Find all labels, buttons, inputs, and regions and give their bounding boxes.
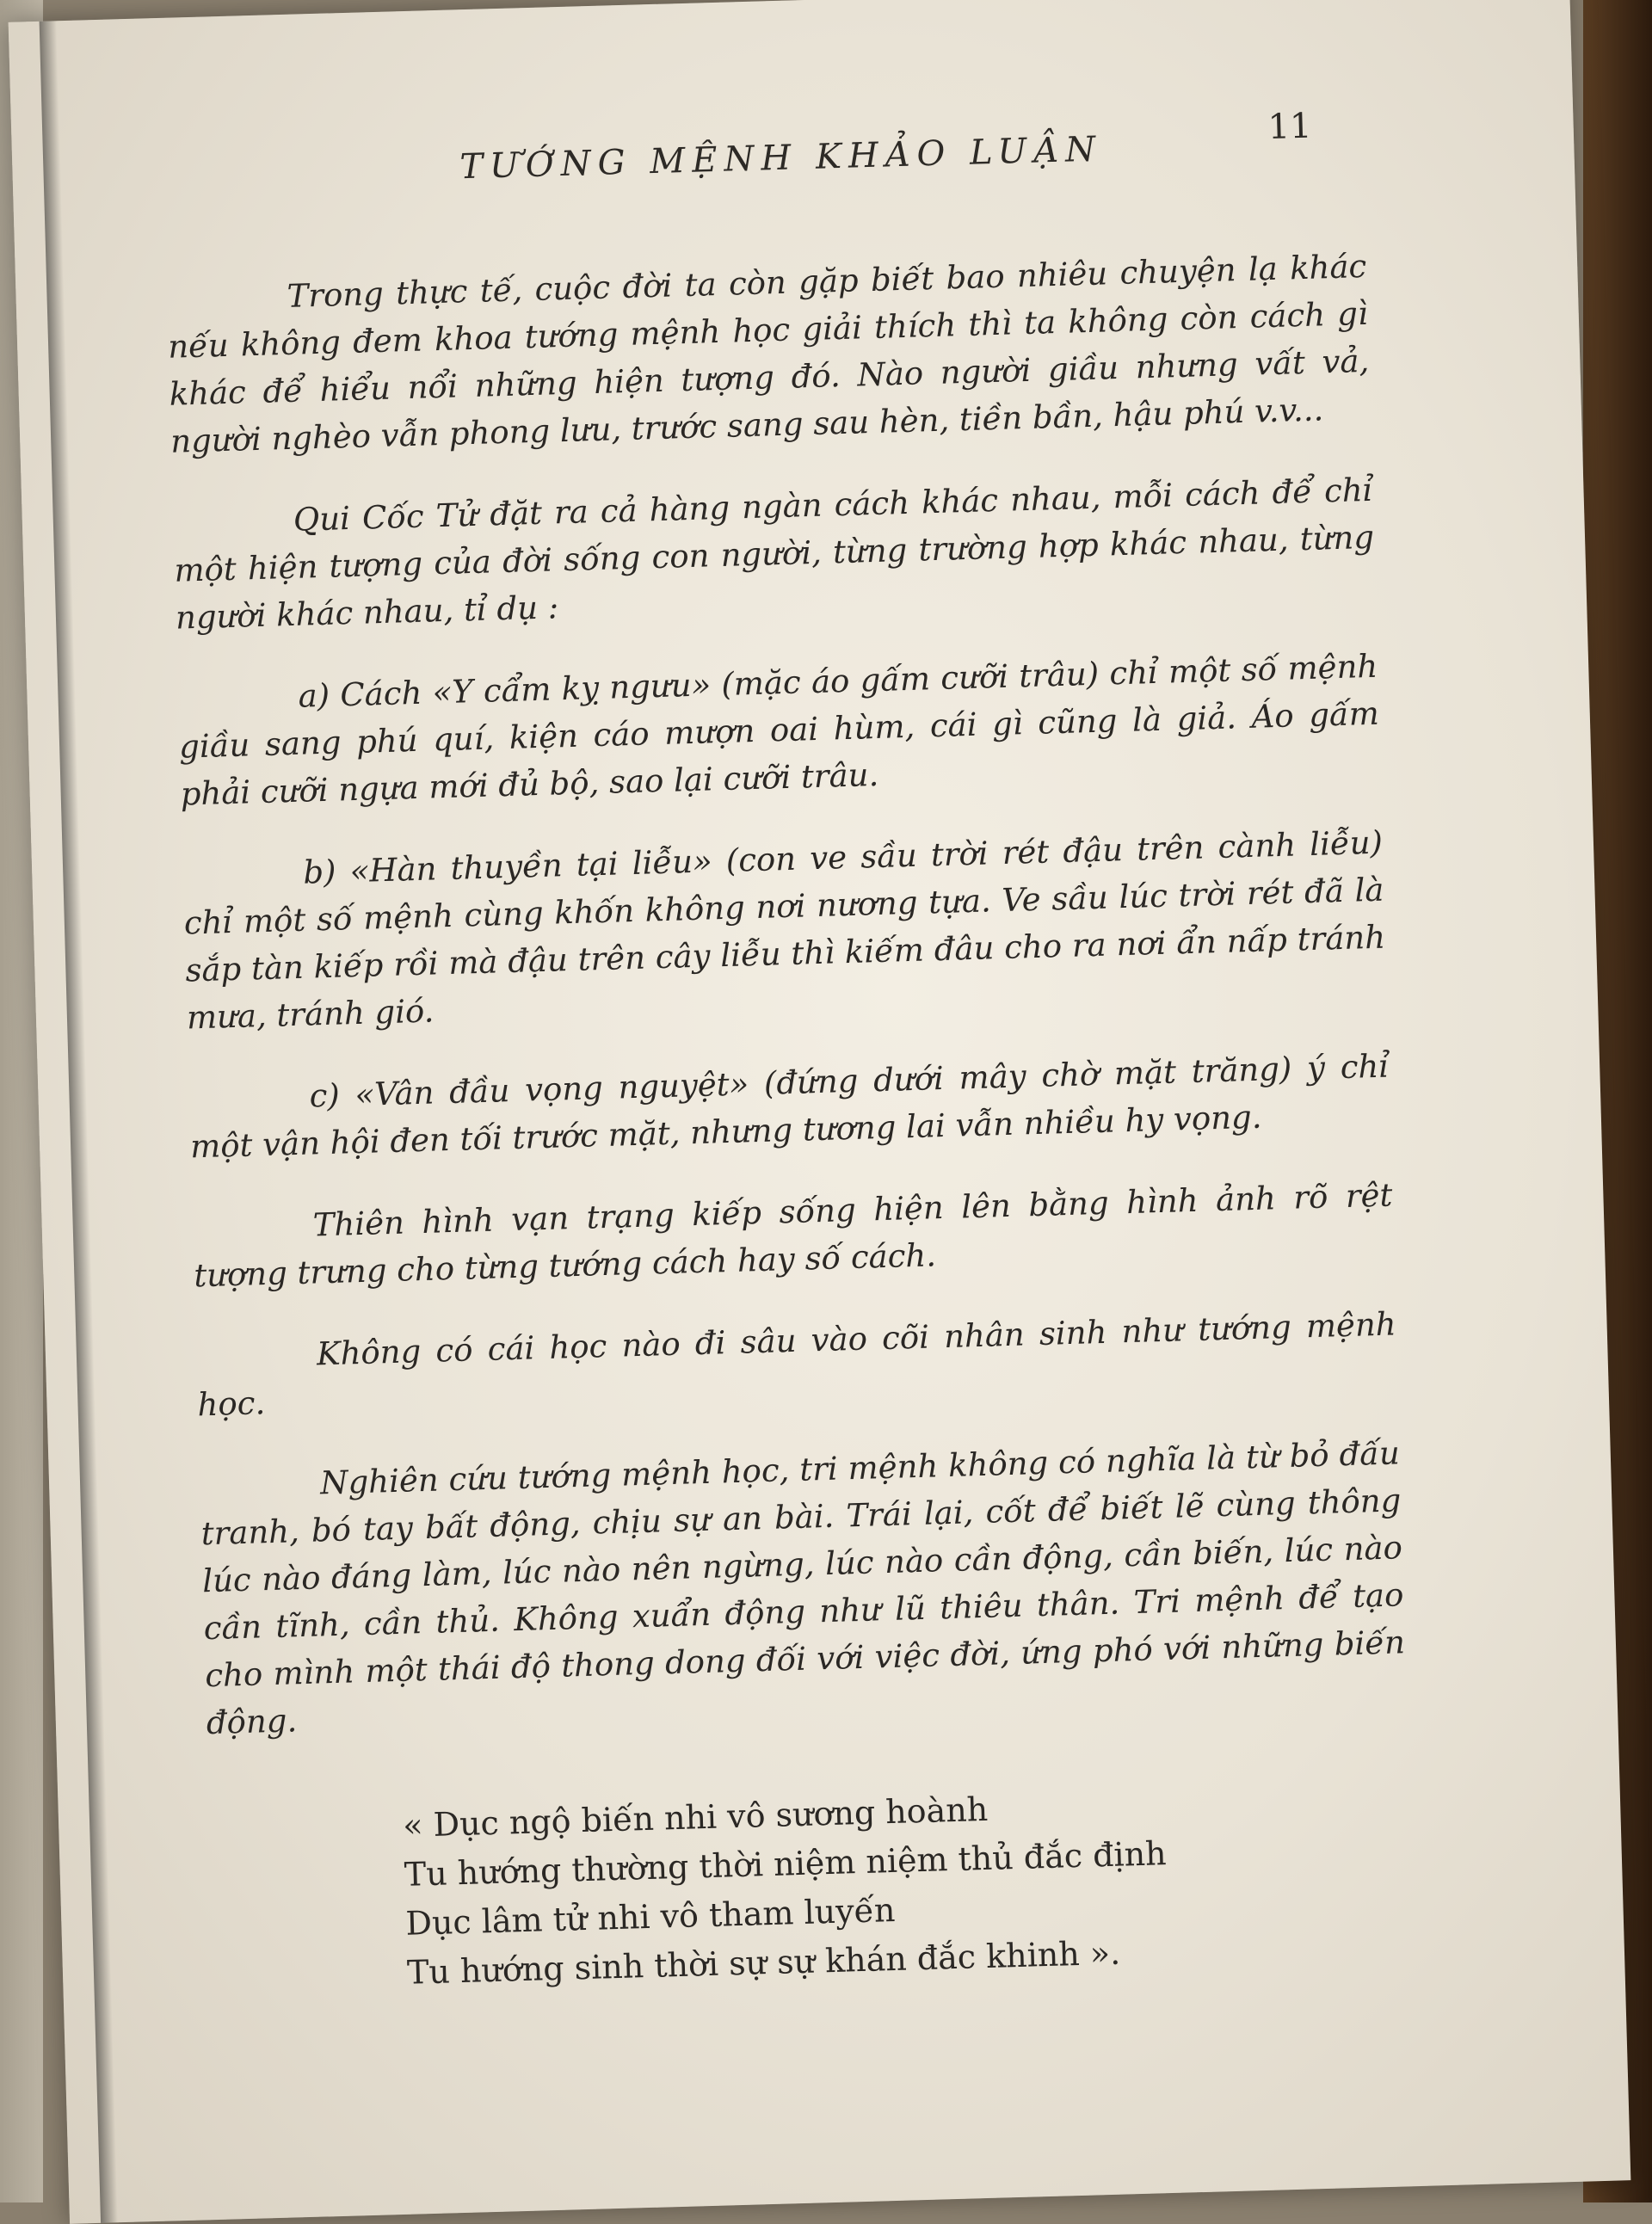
- paragraph-intro: Trong thực tế, cuộc đời ta còn gặp biết bao nhiêu chuyện lạ khác nếu không đem khoa tướng mệnh học giải thích thì ta không còn cách gì khác để hiểu nổi những hiện tượng đó. Nào người giầu nhưng vất vả, người nghèo vẫn phong lưu, trước sang sau hèn, tiền bần, hậu phú v.v...: [167, 247, 1370, 460]
- poem-line: Tu hướng sinh thời sự sự khán đắc khinh ».: [406, 1933, 1121, 1992]
- poem-line: Tu hướng thường thời niệm niệm thủ đắc định: [404, 1834, 1168, 1894]
- example-a: a) Cách «Y cẩm kỵ ngưu» (mặc áo gấm cưỡi trâu) chỉ một số mệnh giầu sang phú quí, kiện cáo mượn oai hùm, cái gì cũng là giả. Áo gấm phải cưỡi ngựa mới đủ bộ, sao lại cưỡi trâu.: [178, 647, 1380, 813]
- example-b: b) «Hàn thuyền tại liễu» (con ve sầu trời rét đậu trên cành liễu) chỉ một số mệnh cùng khốn không nơi nương tựa. Ve sầu lúc trời rét đã là sắp tàn kiếp rồi mà đậu trên cây liễu thì kiếm đâu cho ra nơi ẩn nấp tránh mưa, tránh gió.: [183, 823, 1386, 1037]
- paragraph-thien-hinh: Thiên hình vạn trạng kiếp sống hiện lên bằng hình ảnh rõ rệt tượng trưng cho từng tướng cách hay số cách.: [193, 1176, 1393, 1295]
- poem-line: « Dục ngộ biến nhi vô sương hoành: [402, 1790, 989, 1845]
- paragraph-qui-coc-tu: Qui Cốc Tử đặt ra cả hàng ngàn cách khác nhau, mỗi cách để chỉ một hiện tượng của đời sống con người, từng trường hợp khác nhau, từng người khác nhau, tỉ dụ :: [173, 471, 1375, 637]
- poem-line: Dục lâm tử nhi vô tham luyến: [404, 1890, 897, 1943]
- quoted-poem: [403, 1773, 1415, 1998]
- page-gutter-shadow: [40, 21, 118, 2223]
- page-number: 11: [1267, 106, 1313, 147]
- paragraph-khong-co: Không có cái học nào đi sâu vào cõi nhân sinh như tướng mệnh học.: [196, 1305, 1397, 1424]
- running-header: TƯỚNG MỆNH KHẢO LUẬN: [459, 129, 1103, 188]
- book-page: [9, 0, 1631, 2224]
- example-c: c) «Vân đầu vọng nguyệt» (đứng dưới mây chờ mặt trăng) ý chỉ một vận hội đen tối trước mặt, nhưng tương lai vẫn nhiều hy vọng.: [189, 1047, 1390, 1166]
- paragraph-nghien-cuu: Nghiên cứu tướng mệnh học, tri mệnh không có nghĩa là từ bỏ đấu tranh, bó tay bất động, chịu sự an bài. Trái lại, cốt để biết lẽ cùng thông lúc nào đáng làm, lúc nào nên ngừng, lúc nào cần động, cần biến, lúc nào cần tĩnh, cần thủ. Không xuẩn động như lũ thiêu thân. Tri mệnh để tạo cho mình một thái độ thong dong đối với việc đời, ứng phó với những biến động.: [200, 1434, 1406, 1742]
- page-body: [166, 243, 1415, 2003]
